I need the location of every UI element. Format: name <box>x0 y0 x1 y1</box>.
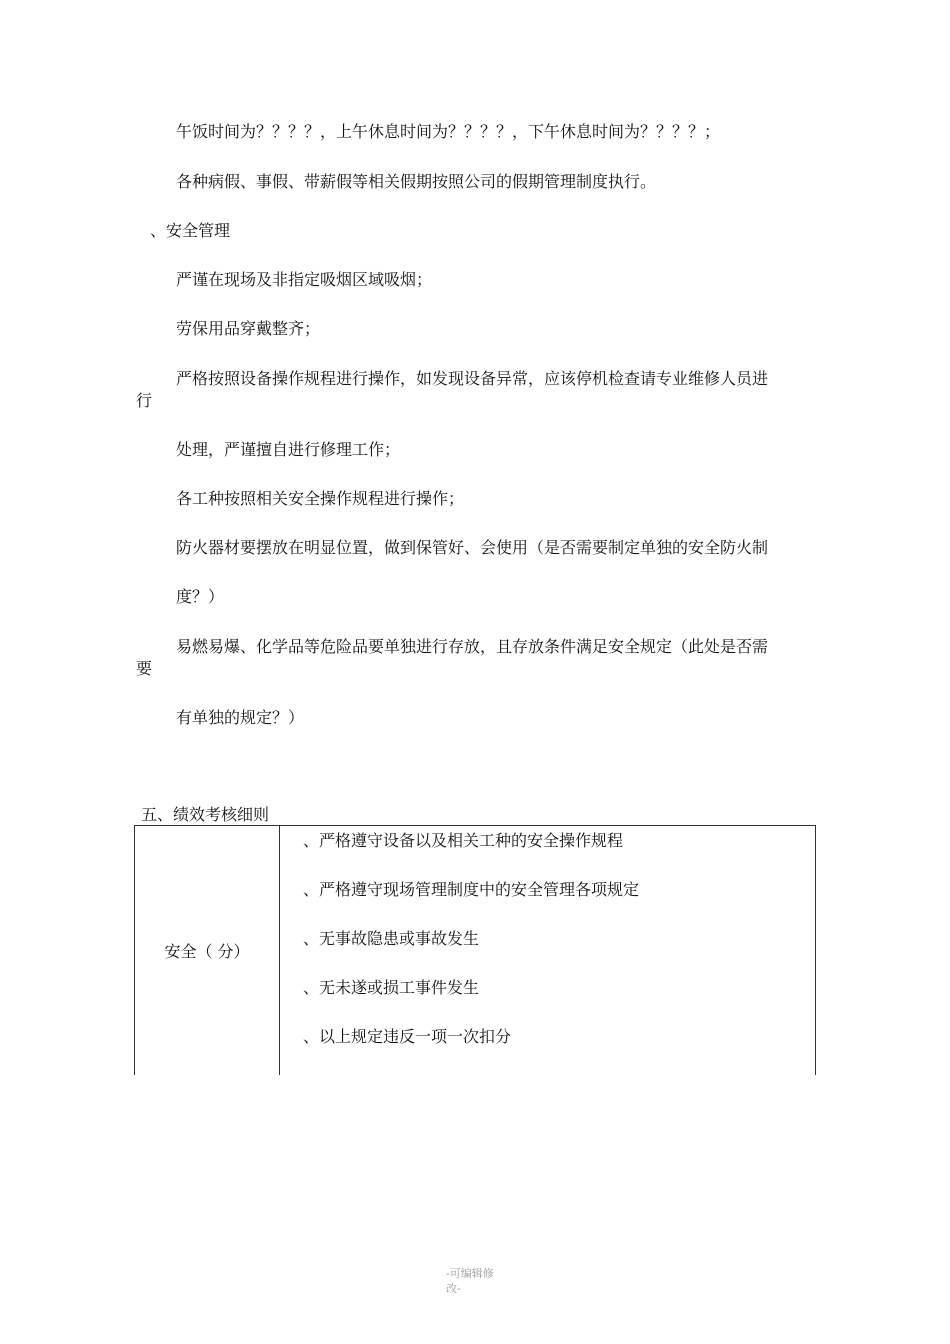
paragraph-fire-equipment-wrap: 度？） <box>176 587 225 606</box>
paragraph-protective-gear: 劳保用品穿戴整齐； <box>176 319 321 338</box>
section-heading-safety: 、安全管理 <box>150 221 231 240</box>
paragraph-hazardous-goods: 易燃易爆、化学品等危险品要单独进行存放，且存放条件满足安全规定（此处是否需 <box>176 637 769 656</box>
paragraph-equipment-rules: 严格按照设备操作规程进行操作，如发现设备异常，应该停机检查请专业维修人员进 <box>176 369 769 388</box>
table-category-label: 安全（ 分） <box>164 942 250 961</box>
table-column-divider <box>279 826 280 1075</box>
paragraph-hazardous-goods-end: 有单独的规定？） <box>176 708 305 727</box>
table-item: 、严格遵守设备以及相关工种的安全操作规程 <box>303 831 624 850</box>
paragraph-fire-equipment: 防火器材要摆放在明显位置，做到保管好、会使用（是否需要制定单独的安全防火制 <box>176 538 769 557</box>
paragraph-no-smoking: 严谨在现场及非指定吸烟区域吸烟； <box>176 270 433 289</box>
paragraph-no-self-repair: 处理，严谨擅自进行修理工作； <box>176 440 401 459</box>
table-item: 、严格遵守现场管理制度中的安全管理各项规定 <box>303 880 640 899</box>
performance-table <box>134 825 816 1075</box>
page-footer: -可编辑修改- <box>446 1267 494 1295</box>
table-item: 、以上规定违反一项一次扣分 <box>303 1027 512 1046</box>
table-item: 、无事故隐患或事故发生 <box>303 929 480 948</box>
table-category-cell <box>135 826 279 1075</box>
table-item: 、无未遂或损工事件发生 <box>303 978 480 997</box>
paragraph-lunch-break: 午饭时间为？？？？，上午休息时间为？？？？，下午休息时间为？？？？； <box>176 122 721 141</box>
paragraph-trade-rules: 各工种按照相关安全操作规程进行操作； <box>176 489 465 508</box>
paragraph-equipment-rules-wrap: 行 <box>136 391 153 410</box>
section-heading-performance: 五、绩效考核细则 <box>141 805 270 824</box>
paragraph-hazardous-goods-wrap: 要 <box>136 659 153 678</box>
paragraph-leave-policy: 各种病假、事假、带薪假等相关假期按照公司的假期管理制度执行。 <box>176 172 657 191</box>
